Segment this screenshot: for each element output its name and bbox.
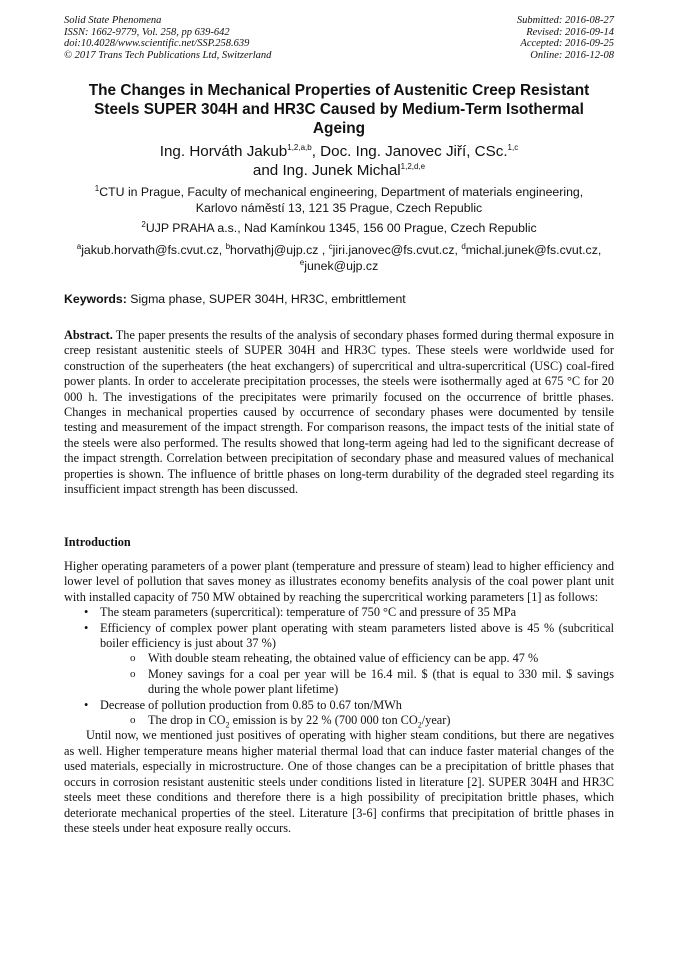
sub-list-item [130,651,614,666]
bullet-icon: • [84,697,89,712]
subscript: 2 [225,720,230,730]
affiliation-1 [64,185,614,216]
sub-list-item [130,713,614,728]
date-online: Online: 2016-12-08 [530,49,614,61]
paragraph: Higher operating parameters of a power plant (temperature and pressure of steam) lead to higher efficiency and lower level of pollution that saves money as illustrates economy benefits analysis of the coal power plant unit with installed capacity of 750 MW obtained by reaching the supercritical working parameters [1] as follows: [64,559,614,604]
circle-bullet-icon: o [130,714,136,727]
sub-list-item [130,667,614,698]
date-submitted: Submitted: 2016-08-27 [516,15,614,26]
list-item-text: Efficiency of complex power plant operating with steam parameters listed above is 45 % (subcritical boiler efficiency is just about 37 %) [100,620,614,651]
title-line: Steels SUPER 304H and HR3C Caused by Medium-Term Isothermal [94,101,584,118]
section-heading-introduction: Introduction [64,535,131,549]
email-link[interactable]: junek@ujp.cz [304,258,379,273]
email-mark: b [225,241,231,251]
date-accepted: Accepted: 2016-09-25 [520,38,614,50]
list-item [78,698,614,713]
email-mark: c [328,241,333,251]
journal-issn: ISSN: 1662-9779, Vol. 258, pp 639-642 [64,26,230,38]
author-emails [64,243,614,274]
circle-bullet-icon: o [130,667,136,680]
author-name: Ing. Horváth Jakub [159,143,288,160]
journal-doi: doi:10.4028/www.scientific.net/SSP.258.639 [64,38,250,50]
email-mark: e [299,257,305,267]
keywords-text: Sigma phase, SUPER 304H, HR3C, embrittlement [126,292,406,306]
title-line: The Changes in Mechanical Properties of Austenitic Creep Resistant [88,82,590,99]
paragraph: Until now, we mentioned just positives of operating with higher steam conditions, but there are negatives as well. Higher temperature means higher material thermal load that can induce faster material changes of the used materials, especially in microstructure. One of those changes can be a precipitation of brittle phases that occurs in corrosion resistant austenitic steels under conditions listed in literature [2]. SUPER 304H and HR3C steels meet these conditions and therefore there is a high possibility of precipitation brittle phases, which deteriorate mechanical properties of the steel. Literature [3-6] confirms that precipitation of brittle phases in these steels under heat exposure really occurs. [64,728,614,835]
journal-name: Solid State Phenomena [64,15,162,26]
circle-bullet-icon: o [130,652,136,665]
email-link[interactable]: jakub.horvath@fs.cvut.cz, [81,243,226,257]
email-link[interactable]: michal.junek@fs.cvut.cz, [465,243,602,257]
paper-title [70,81,608,138]
bullet-icon: • [84,605,89,620]
introduction-body [64,559,614,836]
author-affiliation-mark: 1,2,d,e [400,161,426,171]
affiliation-mark: 2 [141,219,146,229]
author-name: , Doc. Ing. Janovec Jiří, CSc. [311,143,508,160]
list-item [78,605,614,620]
text-fragment: /year) [421,713,451,728]
publication-dates [517,15,614,61]
email-link[interactable]: horvathj@ujp.cz , [230,243,329,257]
list-item-text: The steam parameters (supercritical): temperature of 750 °C and pressure of 35 MPa [100,605,517,620]
date-revised: Revised: 2016-09-14 [526,26,614,38]
affiliation-mark: 1 [94,183,100,193]
text-fragment: The drop in CO [148,713,226,728]
journal-copyright: © 2017 Trans Tech Publications Ltd, Switzerland [64,49,272,61]
abstract-text: The paper presents the results of the analysis of secondary phases formed during thermal exposure in creep resistant austenitic steels of SUPER 304H and HR3C types. These steels were worldwide used for construction of the superheaters (the heat exchangers) of supercritical and ultra-supercritical (USC) coal-fired power plants. In order to accelerate precipitation processes, the steels were isothermally aged at 675 °C for 20 000 h. The investigations of the precipitates were primarily focused on the occurrence of brittle phases. Changes in mechanical properties caused by occurrence of secondary phases were documented by tensile testing and measurement of the impact strength. For comparison reasons, the impact tests of the initial state of the steels were also performed. The results showed that long-term ageing had led to the significant decrease of the impact strength. Correlation between precipitation of secondary phase and measured values of mechanical properties is shown. The influence of brittle phases on long-term durability of the degraded steel regarding its insufficient impact strength has been discussed. [64,328,614,497]
bullet-list [64,605,614,728]
journal-info [64,15,271,61]
author-affiliation-mark: 1,2,a,b [287,142,312,152]
affiliation-text: Karlovo náměstí 13, 121 35 Prague, Czech Republic [195,200,483,215]
affiliation-text: CTU in Prague, Faculty of mechanical engineering, Department of materials engineering, [99,185,584,199]
list-item-text: Decrease of pollution production from 0.85 to 0.67 ton/MWh [100,697,402,712]
abstract-label: Abstract. [64,328,113,342]
email-mark: a [76,241,82,251]
title-line: Ageing [312,120,366,137]
affiliation-2 [64,221,614,237]
list-item-text: With double steam reheating, the obtained value of efficiency can be app. 47 % [148,651,539,666]
author-name: and Ing. Junek Michal [252,162,401,179]
keywords-label: Keywords: [64,292,127,306]
list-item [78,621,614,652]
author-affiliation-mark: 1,c [507,142,519,152]
email-mark: d [461,241,466,251]
keywords [64,292,614,307]
bullet-icon: • [84,620,89,635]
subscript: 2 [417,720,422,730]
author-list [64,142,614,180]
email-link[interactable]: jiri.janovec@fs.cvut.cz, [332,243,462,257]
list-item-text: Money savings for a coal per year will be 16.4 mil. $ (that is equal to 330 mil. $ savings during the whole power plant lifetime) [148,666,614,697]
list-item-text [148,713,451,730]
affiliation-text: UJP PRAHA a.s., Nad Kamínkou 1345, 156 00 Prague, Czech Republic [145,221,537,235]
abstract [64,328,614,497]
text-fragment: emission is by 22 % (700 000 ton CO [229,713,418,728]
